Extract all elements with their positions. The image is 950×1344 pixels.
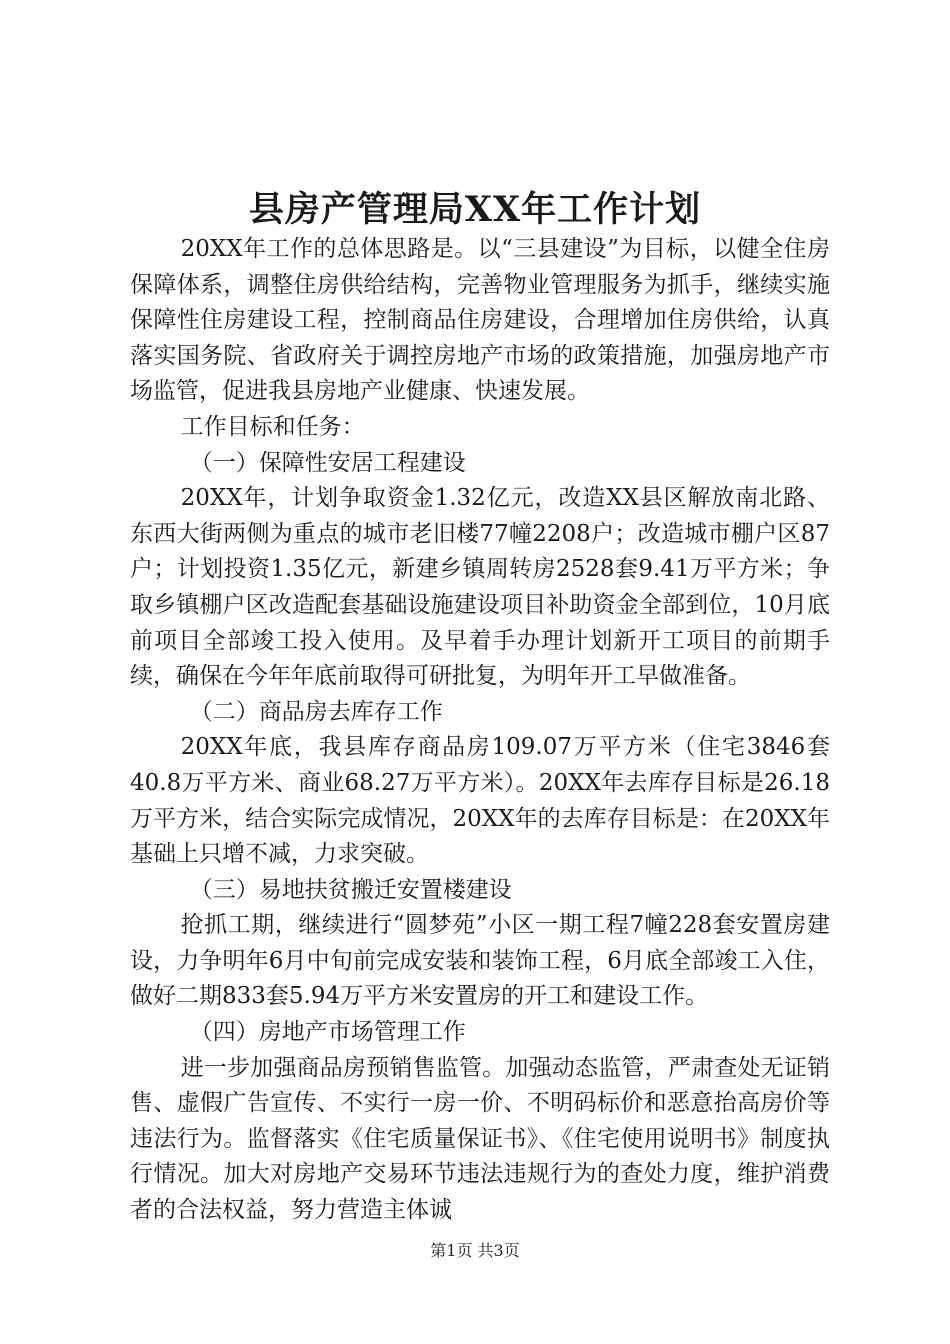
- paragraph-relocation: 抢抓工期，继续进行“圆梦苑”小区一期工程7幢228套安置房建设，力争明年6月中旬前完成安装和装饰工程，6月底全部竣工入住，做好二期833套5.94万平方米安置房的开工和建设工作。: [130, 912, 830, 1010]
- paragraph-market-management: 进一步加强商品房预销售监管。加强动态监管，严肃查处无证销售、虚假广告宣传、不实行一房一价、不明码标价和恶意抬高房价等违法行为。监督落实《住宅质量保证书》、《住宅使用说明书》制度执行情况。加大对房地产交易环节违法违规行为的查处力度，维护消费者的合法权益，努力营造主体诚: [130, 1054, 830, 1224]
- subheading-market-management: （四）房地产市场管理工作: [189, 1019, 466, 1046]
- heading-goals: 工作目标和任务：: [180, 413, 365, 440]
- subheading-relocation: （三）易地扶贫搬迁安置楼建设: [189, 876, 512, 903]
- paragraph-overview: 20XX年工作的总体思路是。以“三县建设”为目标，以健全住房保障体系，调整住房供给结构，完善物业管理服务为抓手，继续实施保障性住房建设工程，控制商品住房建设，合理增加住房供给，认真落实国务院、省政府关于调控房地产市场的政策措施，加强房地产市场监管，促进我县房地产业健康、快速发展。: [130, 236, 830, 405]
- document-title: 县房产管理局XX年工作计划: [248, 189, 702, 230]
- page-number-footer: 第1页 共3页: [430, 1241, 520, 1260]
- paragraph-housing-projects: 20XX年，计划争取资金1.32亿元，改造XX县区解放南北路、东西大街两侧为重点的城市老旧楼77幢2208户；改造城市棚户区87户；计划投资1.35亿元，新建乡镇周转房2528套9.41万平方米；争取乡镇棚户区改造配套基础设施建设项目补助资金全部到位，10月底前项目全部竣工投入使用。及早着手办理计划新开工项目的前期手续，确保在今年年底前取得可研批复，为明年开工早做准备。: [130, 485, 830, 690]
- subheading-housing-projects: （一）保障性安居工程建设: [189, 449, 466, 476]
- document-body: [130, 232, 830, 1229]
- subheading-inventory: （二）商品房去库存工作: [189, 698, 443, 725]
- paragraph-inventory: 20XX年底，我县库存商品房109.07万平方米（住宅3846套40.8万平方米、商业68.27万平方米）。20XX年去库存目标是26.18万平方米，结合实际完成情况，20XX年的去库存目标是：在20XX年基础上只增不减，力求突破。: [130, 734, 830, 868]
